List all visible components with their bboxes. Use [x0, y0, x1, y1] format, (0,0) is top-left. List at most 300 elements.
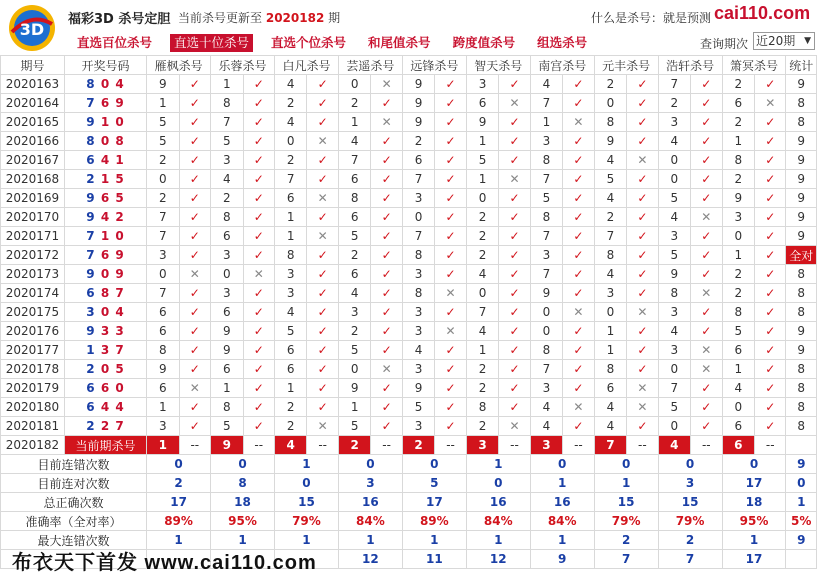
kill-number-cell: 2 — [466, 246, 498, 265]
kill-number-cell: 5 — [338, 341, 370, 360]
stat-value: 1 — [466, 455, 530, 474]
kill-number-cell: 4 — [530, 398, 562, 417]
check-icon: ✓ — [755, 265, 786, 284]
check-icon: ✓ — [371, 417, 402, 436]
period-cell: 2020181 — [1, 417, 65, 436]
kill-number-cell: 8 — [594, 246, 626, 265]
check-icon: ✓ — [627, 94, 658, 113]
kill-number-cell: 4 — [594, 398, 626, 417]
draw-digit: 5 — [115, 362, 125, 376]
site-brand-link[interactable]: cai110.com — [714, 3, 811, 23]
check-icon: ✓ — [243, 94, 274, 113]
kill-number-cell: 7 — [147, 284, 179, 303]
kill-number-cell: 2 — [338, 246, 370, 265]
check-icon: ✓ — [563, 170, 594, 189]
check-icon: ✓ — [243, 208, 274, 227]
kill-number-cell: 7 — [466, 303, 498, 322]
cross-icon: ✕ — [563, 303, 594, 322]
count-cell: 9 — [786, 341, 817, 360]
kill-number-cell: 0 — [722, 227, 754, 246]
pending-mark: -- — [563, 436, 594, 455]
check-icon: ✓ — [755, 398, 786, 417]
draw-number-cell — [64, 284, 146, 303]
kill-number-cell: 3 — [402, 360, 434, 379]
stat-value: 12 — [466, 550, 530, 569]
kill-number-cell: 1 — [147, 94, 179, 113]
stat-value: 95% — [722, 512, 786, 531]
check-icon: ✓ — [499, 303, 530, 322]
draw-number-cell — [64, 379, 146, 398]
kill-number-cell: 0 — [594, 303, 626, 322]
kill-number-cell: 3 — [402, 322, 434, 341]
period-cell: 2020173 — [1, 265, 65, 284]
kill-number-cell: 2 — [338, 94, 370, 113]
draw-digit: 4 — [115, 305, 125, 319]
kill-number-cell: 1 — [211, 75, 243, 94]
kill-number-cell: 7 — [147, 208, 179, 227]
svg-text:3D: 3D — [19, 20, 45, 39]
draw-digit: 9 — [86, 267, 96, 281]
kill-number-cell: 1 — [722, 360, 754, 379]
stat-value: 7 — [594, 550, 658, 569]
kill-number-cell: 4 — [466, 265, 498, 284]
draw-digit: 7 — [86, 248, 96, 262]
kill-number-cell: 3 — [594, 284, 626, 303]
draw-digit: 0 — [100, 362, 111, 376]
draw-digit: 7 — [115, 343, 125, 357]
kill-number-cell: 5 — [147, 132, 179, 151]
draw-digit: 7 — [86, 229, 96, 243]
draw-number-cell — [64, 75, 146, 94]
kill-number-cell: 4 — [658, 322, 690, 341]
draw-digit: 0 — [115, 381, 125, 395]
check-icon: ✓ — [243, 379, 274, 398]
kill-number-cell: 8 — [658, 284, 690, 303]
stat-count: 9 — [786, 455, 817, 474]
check-icon: ✓ — [179, 284, 210, 303]
column-header-expert: 芸遥杀号 — [338, 56, 402, 75]
table-row — [1, 341, 817, 360]
draw-number-cell — [64, 265, 146, 284]
draw-digit: 0 — [100, 267, 111, 281]
check-icon: ✓ — [691, 398, 722, 417]
kill-number-cell: 7 — [594, 227, 626, 246]
period-cell: 2020177 — [1, 341, 65, 360]
current-kill-number: 9 — [211, 436, 243, 455]
check-icon: ✓ — [435, 113, 466, 132]
tab-0[interactable]: 直选百位杀号 — [77, 35, 153, 50]
stat-value: 1 — [147, 531, 211, 550]
check-icon: ✓ — [179, 94, 210, 113]
check-icon: ✓ — [371, 246, 402, 265]
check-icon: ✓ — [179, 170, 210, 189]
draw-digit: 2 — [86, 172, 96, 186]
check-icon: ✓ — [179, 208, 210, 227]
cross-icon: ✕ — [499, 417, 530, 436]
kill-number-cell: 2 — [147, 189, 179, 208]
kill-number-cell: 6 — [722, 417, 754, 436]
check-icon: ✓ — [371, 265, 402, 284]
table-row — [1, 75, 817, 94]
pending-mark: -- — [499, 436, 530, 455]
draw-digit: 1 — [100, 229, 111, 243]
kill-number-cell: 3 — [274, 265, 306, 284]
kill-number-cell: 6 — [338, 208, 370, 227]
check-icon: ✓ — [627, 360, 658, 379]
kill-number-cell: 4 — [402, 341, 434, 360]
stat-value: 3 — [658, 474, 722, 493]
stat-value: 84% — [466, 512, 530, 531]
draw-digit: 6 — [86, 381, 96, 395]
stat-value: 16 — [338, 493, 402, 512]
check-icon: ✓ — [307, 303, 338, 322]
kill-number-cell: 0 — [211, 265, 243, 284]
kill-number-cell: 0 — [658, 360, 690, 379]
stat-value: 16 — [466, 493, 530, 512]
stat-value: 0 — [402, 455, 466, 474]
table-row — [1, 284, 817, 303]
stat-value: 9 — [530, 550, 594, 569]
check-icon: ✓ — [371, 170, 402, 189]
draw-digit: 4 — [100, 153, 111, 167]
kill-number-cell: 0 — [147, 170, 179, 189]
draw-digit: 7 — [115, 286, 125, 300]
draw-number-cell — [64, 246, 146, 265]
table-row — [1, 227, 817, 246]
cross-icon: ✕ — [435, 284, 466, 303]
kill-number-cell: 3 — [402, 417, 434, 436]
check-icon: ✓ — [563, 265, 594, 284]
check-icon: ✓ — [691, 75, 722, 94]
check-icon: ✓ — [243, 132, 274, 151]
stat-value: 5 — [402, 474, 466, 493]
stat-value: 0 — [722, 455, 786, 474]
stat-count: 9 — [786, 531, 817, 550]
kill-number-cell: 4 — [338, 284, 370, 303]
draw-digit: 2 — [86, 362, 96, 376]
check-icon: ✓ — [435, 398, 466, 417]
column-header-expert: 白凡杀号 — [274, 56, 338, 75]
stat-value: 84% — [338, 512, 402, 531]
stat-value: 1 — [594, 474, 658, 493]
cross-icon: ✕ — [435, 322, 466, 341]
draw-digit: 7 — [86, 96, 96, 110]
cross-icon: ✕ — [691, 360, 722, 379]
check-icon: ✓ — [307, 398, 338, 417]
check-icon: ✓ — [627, 75, 658, 94]
period-select[interactable] — [753, 32, 815, 50]
draw-digit: 8 — [115, 134, 125, 148]
check-icon: ✓ — [179, 322, 210, 341]
current-kill-number: 3 — [466, 436, 498, 455]
stat-value: 79% — [658, 512, 722, 531]
period-cell: 2020171 — [1, 227, 65, 246]
check-icon: ✓ — [179, 341, 210, 360]
cross-icon: ✕ — [371, 75, 402, 94]
stat-value: 16 — [530, 493, 594, 512]
draw-digit: 4 — [100, 400, 111, 414]
count-cell: 8 — [786, 113, 817, 132]
stat-value: 79% — [594, 512, 658, 531]
kill-number-cell: 5 — [466, 151, 498, 170]
cross-icon: ✕ — [179, 265, 210, 284]
check-icon: ✓ — [691, 322, 722, 341]
tab-4[interactable]: 跨度值杀号 — [452, 35, 516, 50]
period-cell: 2020182 — [1, 436, 65, 455]
kill-number-cell: 0 — [402, 208, 434, 227]
period-cell: 2020163 — [1, 75, 65, 94]
kill-number-cell: 2 — [722, 113, 754, 132]
draw-number-cell — [64, 113, 146, 132]
kill-number-cell: 7 — [338, 151, 370, 170]
kill-number-cell: 3 — [274, 284, 306, 303]
check-icon: ✓ — [435, 170, 466, 189]
stat-value: 1 — [274, 455, 338, 474]
draw-digit: 9 — [115, 248, 125, 262]
stat-value: 1 — [722, 531, 786, 550]
kill-number-cell: 2 — [594, 208, 626, 227]
tab-2[interactable]: 直选个位杀号 — [271, 35, 347, 50]
check-icon: ✓ — [691, 417, 722, 436]
check-icon: ✓ — [243, 227, 274, 246]
kill-number-cell: 9 — [722, 189, 754, 208]
check-icon: ✓ — [435, 417, 466, 436]
kill-number-cell: 1 — [338, 113, 370, 132]
check-icon: ✓ — [755, 284, 786, 303]
count-cell: 8 — [786, 265, 817, 284]
draw-number-cell — [64, 170, 146, 189]
check-icon: ✓ — [435, 94, 466, 113]
period-cell: 2020175 — [1, 303, 65, 322]
draw-digit: 9 — [86, 324, 96, 338]
stat-value: 0 — [338, 455, 402, 474]
column-header-period: 期号 — [1, 56, 65, 75]
current-kill-label: 当前期杀号 — [64, 436, 146, 455]
kill-number-cell: 2 — [466, 227, 498, 246]
check-icon: ✓ — [179, 75, 210, 94]
kill-number-cell: 5 — [658, 246, 690, 265]
kill-number-cell: 9 — [402, 94, 434, 113]
kill-number-cell: 3 — [658, 113, 690, 132]
cross-icon: ✕ — [243, 265, 274, 284]
kill-number-cell: 8 — [211, 94, 243, 113]
check-icon: ✓ — [243, 303, 274, 322]
count-cell: 9 — [786, 75, 817, 94]
draw-digit: 6 — [100, 191, 111, 205]
draw-number-cell — [64, 417, 146, 436]
table-row — [1, 246, 817, 265]
check-icon: ✓ — [755, 379, 786, 398]
stat-value: 18 — [211, 493, 275, 512]
kill-number-cell: 2 — [274, 151, 306, 170]
table-row — [1, 208, 817, 227]
check-icon: ✓ — [563, 151, 594, 170]
draw-digit: 9 — [115, 96, 125, 110]
period-cell: 2020179 — [1, 379, 65, 398]
draw-digit: 6 — [86, 400, 96, 414]
kill-number-cell: 0 — [658, 151, 690, 170]
stat-value: 0 — [147, 455, 211, 474]
stat-value: 0 — [658, 455, 722, 474]
count-cell: 8 — [786, 417, 817, 436]
cross-icon: ✕ — [627, 379, 658, 398]
kill-number-cell: 9 — [147, 75, 179, 94]
draw-digit: 9 — [86, 210, 96, 224]
check-icon: ✓ — [691, 227, 722, 246]
kill-number-cell: 1 — [274, 208, 306, 227]
kill-number-cell: 2 — [594, 75, 626, 94]
stat-label: 总正确次数 — [1, 493, 147, 512]
update-label: 当前杀号更新至 — [178, 11, 263, 25]
period-cell: 2020166 — [1, 132, 65, 151]
stat-value: 7 — [658, 550, 722, 569]
kill-number-cell: 4 — [274, 75, 306, 94]
count-cell: 9 — [786, 322, 817, 341]
check-icon: ✓ — [563, 227, 594, 246]
check-icon: ✓ — [499, 379, 530, 398]
check-icon: ✓ — [755, 341, 786, 360]
check-icon: ✓ — [563, 360, 594, 379]
check-icon: ✓ — [371, 189, 402, 208]
draw-number-cell — [64, 151, 146, 170]
count-cell: 9 — [786, 151, 817, 170]
current-period-row — [1, 436, 817, 455]
kill-number-cell: 4 — [594, 417, 626, 436]
kill-number-cell: 0 — [530, 322, 562, 341]
check-icon: ✓ — [499, 322, 530, 341]
kill-number-cell: 8 — [274, 246, 306, 265]
period-cell: 2020180 — [1, 398, 65, 417]
column-header-expert: 南宫杀号 — [530, 56, 594, 75]
column-header-expert: 浩轩杀号 — [658, 56, 722, 75]
check-icon: ✓ — [755, 113, 786, 132]
draw-digit: 2 — [115, 210, 125, 224]
check-icon: ✓ — [243, 360, 274, 379]
draw-digit: 0 — [100, 77, 111, 91]
kill-number-cell: 8 — [722, 303, 754, 322]
table-header-row — [1, 56, 817, 75]
kill-number-cell: 1 — [147, 398, 179, 417]
pending-mark: -- — [755, 436, 786, 455]
check-icon: ✓ — [307, 379, 338, 398]
stat-value: 17 — [402, 493, 466, 512]
check-icon: ✓ — [435, 341, 466, 360]
kill-number-cell: 2 — [466, 208, 498, 227]
current-kill-number: 4 — [658, 436, 690, 455]
check-icon: ✓ — [563, 341, 594, 360]
draw-digit: 4 — [100, 210, 111, 224]
kill-number-cell: 3 — [658, 227, 690, 246]
kill-number-cell: 3 — [402, 303, 434, 322]
kill-number-cell: 5 — [338, 227, 370, 246]
check-icon: ✓ — [691, 170, 722, 189]
kill-number-cell: 9 — [594, 132, 626, 151]
current-kill-number: 4 — [274, 436, 306, 455]
stat-value: 1 — [274, 531, 338, 550]
draw-digit: 6 — [100, 381, 111, 395]
kill-number-cell: 0 — [466, 284, 498, 303]
kill-number-cell: 1 — [722, 132, 754, 151]
kill-number-cell: 9 — [402, 379, 434, 398]
check-icon: ✓ — [691, 189, 722, 208]
draw-digit: 3 — [100, 324, 111, 338]
check-icon: ✓ — [435, 360, 466, 379]
kill-number-cell: 4 — [338, 132, 370, 151]
check-icon: ✓ — [691, 303, 722, 322]
check-icon: ✓ — [243, 284, 274, 303]
draw-number-cell — [64, 303, 146, 322]
draw-number-cell — [64, 208, 146, 227]
kill-number-cell: 6 — [594, 379, 626, 398]
count-cell: 8 — [786, 94, 817, 113]
kill-number-cell: 1 — [466, 341, 498, 360]
tab-1[interactable]: 直选十位杀号 — [170, 34, 253, 52]
check-icon: ✓ — [307, 75, 338, 94]
period-query-label: 查询期次 — [700, 37, 749, 51]
stat-value: 3 — [338, 474, 402, 493]
kill-number-cell: 2 — [722, 170, 754, 189]
check-icon: ✓ — [371, 284, 402, 303]
stat-value: 1 — [338, 531, 402, 550]
kill-number-cell: 1 — [466, 170, 498, 189]
check-icon: ✓ — [563, 417, 594, 436]
check-icon: ✓ — [179, 189, 210, 208]
draw-digit: 6 — [100, 96, 111, 110]
kill-number-cell: 4 — [274, 303, 306, 322]
draw-digit: 9 — [115, 267, 125, 281]
kill-number-cell: 4 — [594, 265, 626, 284]
check-icon: ✓ — [243, 398, 274, 417]
kill-number-cell: 6 — [211, 227, 243, 246]
kill-number-cell: 9 — [338, 379, 370, 398]
tab-bar — [73, 34, 605, 52]
kill-number-cell: 4 — [530, 75, 562, 94]
kill-number-cell: 0 — [147, 265, 179, 284]
check-icon: ✓ — [243, 322, 274, 341]
count-cell: 8 — [786, 284, 817, 303]
period-cell: 2020168 — [1, 170, 65, 189]
kill-number-cell: 3 — [147, 417, 179, 436]
draw-digit: 9 — [86, 191, 96, 205]
draw-digit: 3 — [115, 324, 125, 338]
what-is-kill-link[interactable]: 什么是杀号：就是预测 — [591, 11, 712, 25]
check-icon: ✓ — [627, 113, 658, 132]
update-period: 2020182 — [265, 11, 325, 25]
draw-digit: 1 — [100, 172, 111, 186]
count-cell: 9 — [786, 170, 817, 189]
stat-row — [1, 455, 817, 474]
check-icon: ✓ — [179, 398, 210, 417]
kill-number-cell: 5 — [211, 417, 243, 436]
table-row — [1, 94, 817, 113]
tab-5[interactable]: 组选杀号 — [537, 35, 588, 50]
check-icon: ✓ — [755, 75, 786, 94]
period-cell: 2020172 — [1, 246, 65, 265]
tab-3[interactable]: 和尾值杀号 — [368, 35, 431, 50]
kill-number-cell: 5 — [211, 132, 243, 151]
draw-digit: 1 — [115, 153, 125, 167]
kill-number-cell: 6 — [274, 189, 306, 208]
stat-value: 2 — [147, 474, 211, 493]
check-icon: ✓ — [563, 208, 594, 227]
draw-digit: 8 — [86, 77, 96, 91]
stat-value: 79% — [274, 512, 338, 531]
kill-number-cell: 2 — [211, 189, 243, 208]
kill-number-cell: 3 — [530, 379, 562, 398]
check-icon: ✓ — [499, 113, 530, 132]
check-icon: ✓ — [179, 151, 210, 170]
count-cell — [786, 436, 817, 455]
